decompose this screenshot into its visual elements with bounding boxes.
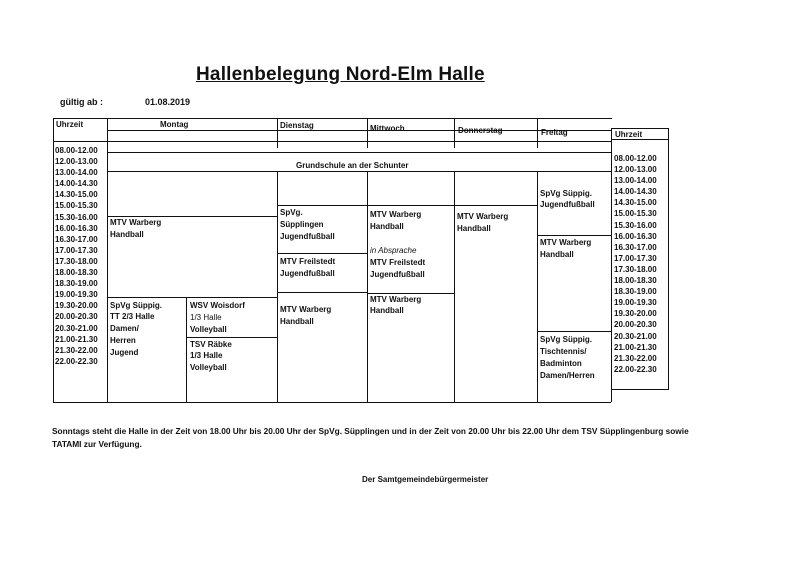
mo-spvg-line4: Herren: [110, 336, 136, 345]
fr-tt-line3: Badminton: [540, 359, 582, 368]
header-uhrzeit-left: Uhrzeit: [56, 120, 84, 129]
signature: Der Samtgemeindebürgermeister: [362, 475, 489, 484]
time-slot-left: 15.00-15.30: [55, 201, 98, 211]
time-slot-right: 19.30-20.00: [614, 309, 657, 319]
block-grundschule: Grundschule an der Schunter: [296, 161, 409, 170]
di-spvg-line1: SpVg.: [280, 208, 303, 217]
time-slot-right: 16.30-17.00: [614, 242, 657, 252]
time-slot-left: 08.00-12.00: [55, 146, 98, 155]
time-slot-right: 08.00-12.00: [614, 154, 657, 163]
do-mtv-line1: MTV Warberg: [457, 212, 509, 221]
mi-mtvf-line1: MTV Freilstedt: [370, 258, 426, 267]
time-slot-right: 14.00-14.30: [614, 187, 657, 197]
mi-mtv2-line2: Handball: [370, 306, 404, 315]
time-slot-right: 18.30-19.00: [614, 287, 657, 297]
di-spvg-line2: Süpplingen: [280, 220, 324, 229]
time-slot-left: 21.00-21.30: [55, 334, 98, 344]
time-slot-left: 19.30-20.00: [55, 301, 98, 311]
page-title: Hallenbelegung Nord-Elm Halle: [196, 64, 485, 85]
time-slot-left: 17.30-18.00: [55, 256, 98, 266]
time-slot-left: 15.30-16.00: [55, 212, 98, 222]
valid-from-date: 01.08.2019: [145, 97, 191, 107]
mo-tsv-line2: 1/3 Halle: [190, 351, 223, 360]
mo-wsv-line2: 1/3 Halle: [190, 313, 222, 322]
mo-spvg-line1: SpVg Süppig.: [110, 301, 162, 310]
sunday-note: Sonntags steht die Halle in der Zeit von 18.00 Uhr bis 20.00 Uhr der SpVg. Süpplingen und in der Zeit von 20.00 Uhr bis 22.00 Uhr dem TSV Süpplingenburg sowie TATAMI zur Verfügung.: [52, 426, 689, 449]
fr-tt-line1: SpVg Süppig.: [540, 335, 592, 344]
time-slot-left: 21.30-22.00: [55, 345, 98, 355]
mo-tsv-line3: Volleyball: [190, 363, 227, 372]
valid-from-label: gültig ab :: [60, 97, 103, 107]
time-slot-left: 18.30-19.00: [55, 279, 98, 289]
time-slot-right: 15.30-16.00: [614, 220, 657, 230]
di-mtvf-line2: Jugendfußball: [280, 269, 335, 278]
header-uhrzeit-right: Uhrzeit: [615, 130, 643, 139]
fr-mtv-line1: MTV Warberg: [540, 238, 592, 247]
fr-tt-line4: Damen/Herren: [540, 371, 595, 380]
time-slot-right: 18.00-18.30: [614, 276, 657, 286]
do-mtv-line2: Handball: [457, 224, 491, 233]
time-slot-left: 20.30-21.00: [55, 323, 98, 333]
time-slot-right: 19.00-19.30: [614, 298, 657, 308]
di-mtvw-line2: Handball: [280, 317, 314, 326]
time-slot-right: 21.00-21.30: [614, 342, 657, 352]
mo-mtv-sport: Handball: [110, 230, 144, 239]
mi-absprache: in Absprache: [370, 246, 417, 255]
time-slot-right: 17.00-17.30: [614, 253, 657, 263]
time-slot-right: 20.00-20.30: [614, 320, 657, 330]
time-slot-left: 14.00-14.30: [55, 179, 98, 189]
mo-wsv-line1: WSV Woisdorf: [190, 301, 245, 310]
time-slot-right: 20.30-21.00: [614, 331, 657, 341]
header-donnerstag: Donnerstag: [458, 126, 503, 135]
time-slot-left: 16.00-16.30: [55, 223, 98, 233]
mo-mtv-name: MTV Warberg: [110, 218, 162, 227]
time-slot-left: 22.00-22.30: [55, 356, 98, 366]
time-slot-right: 14.30-15.00: [614, 198, 657, 208]
mi-mtv2-line1: MTV Warberg: [370, 295, 422, 304]
time-slot-left: 16.30-17.00: [55, 234, 98, 244]
time-slot-left: 12.00-13.00: [55, 157, 98, 167]
time-slot-right: 12.00-13.00: [614, 165, 657, 175]
header-mittwoch: Mittwoch: [370, 124, 405, 133]
time-column-right: [614, 153, 657, 375]
di-mtvw-line1: MTV Warberg: [280, 305, 332, 314]
mo-wsv-line3: Volleyball: [190, 325, 227, 334]
header-montag: Montag: [160, 120, 189, 129]
time-column-left: [55, 145, 98, 367]
mo-spvg-line3: Damen/: [110, 324, 139, 333]
time-slot-right: 17.30-18.00: [614, 264, 657, 274]
mo-spvg-line2: TT 2/3 Halle: [110, 312, 155, 321]
mi-mtv-line1: MTV Warberg: [370, 210, 422, 219]
time-slot-left: 13.00-14.00: [55, 168, 98, 178]
mo-spvg-line5: Jugend: [110, 348, 139, 357]
fr-spvg-line2: Jugendfußball: [540, 200, 595, 209]
mi-mtvf-line2: Jugendfußball: [370, 270, 425, 279]
time-slot-right: 16.00-16.30: [614, 231, 657, 241]
header-dienstag: Dienstag: [280, 121, 314, 130]
time-slot-right: 22.00-22.30: [614, 364, 657, 374]
time-slot-right: 15.00-15.30: [614, 209, 657, 219]
time-slot-left: 19.00-19.30: [55, 290, 98, 300]
time-slot-right: 13.00-14.00: [614, 176, 657, 186]
time-slot-left: 18.00-18.30: [55, 268, 98, 278]
time-slot-left: 14.30-15.00: [55, 190, 98, 200]
time-slot-left: 20.00-20.30: [55, 312, 98, 322]
di-mtvf-line1: MTV Freilstedt: [280, 257, 336, 266]
time-slot-left: 17.00-17.30: [55, 245, 98, 255]
fr-mtv-line2: Handball: [540, 250, 574, 259]
header-freitag: Freitag: [541, 128, 568, 137]
di-spvg-line3: Jugendfußball: [280, 232, 335, 241]
mo-tsv-line1: TSV Räbke: [190, 340, 232, 349]
fr-tt-line2: Tischtennis/: [540, 347, 587, 356]
fr-spvg-line1: SpVg Süppig.: [540, 189, 592, 198]
mi-mtv-line2: Handball: [370, 222, 404, 231]
time-slot-right: 21.30-22.00: [614, 353, 657, 363]
